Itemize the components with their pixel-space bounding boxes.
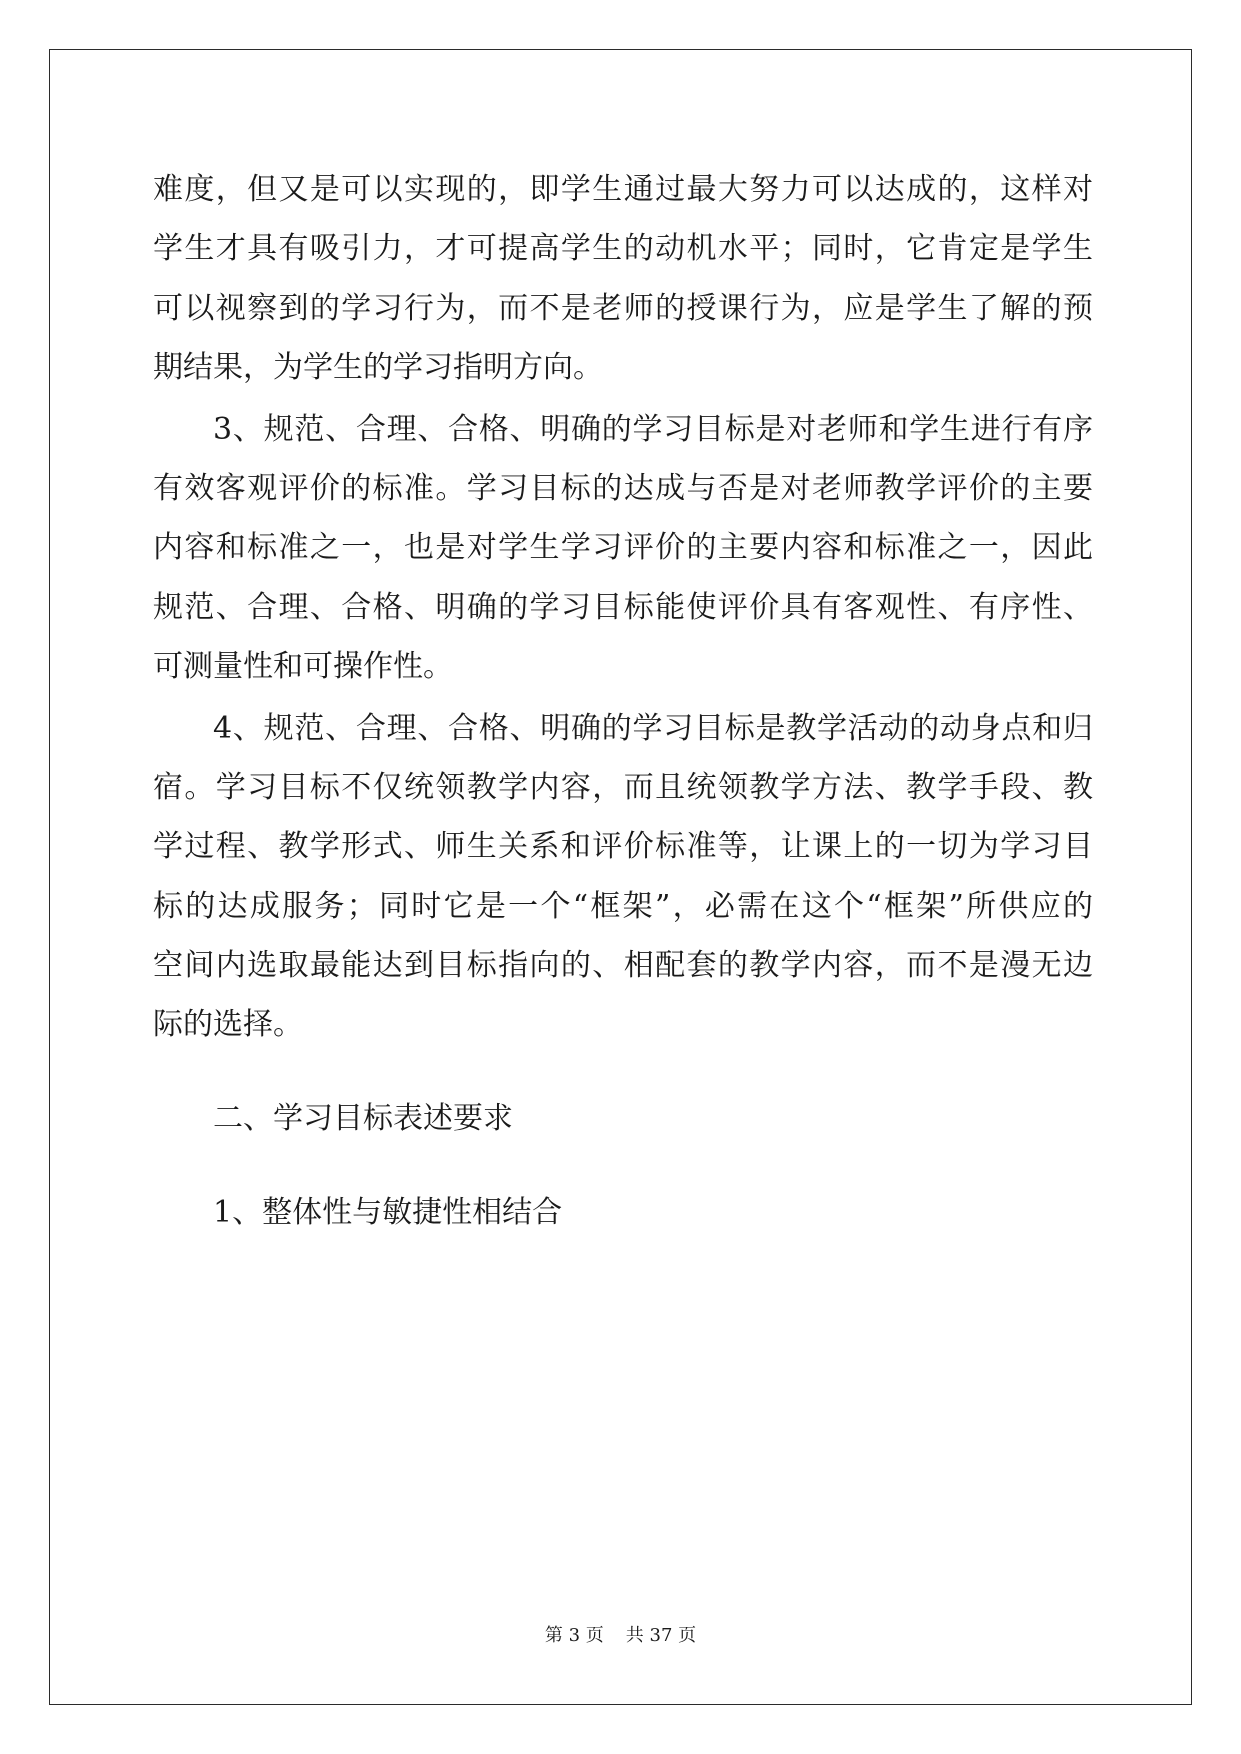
- section-heading: 二、学习目标表述要求: [213, 1100, 513, 1136]
- text-line: 标的达成服务；同时它是一个“框架”，必需在这个“框架”所供应的: [153, 888, 1093, 924]
- text-line: 期结果，为学生的学习指明方向。: [153, 349, 603, 385]
- page-number: 第 3 页: [544, 1625, 604, 1646]
- text-line: 3、规范、合理、合格、明确的学习目标是对老师和学生进行有序: [213, 411, 1093, 447]
- page-footer: [0, 1624, 1241, 1648]
- text-line: 学过程、教学形式、师生关系和评价标准等，让课上的一切为学习目: [153, 829, 1093, 865]
- page-total: 共 37 页: [625, 1625, 697, 1646]
- document-body: [153, 160, 1093, 1242]
- text-line: 有效客观评价的标准。学习目标的达成与否是对老师教学评价的主要: [153, 471, 1093, 507]
- text-line: 难度，但又是可以实现的，即学生通过最大努力可以达成的，这样对: [153, 172, 1093, 207]
- text-line: 4、规范、合理、合格、明确的学习目标是教学活动的动身点和归: [213, 710, 1093, 746]
- text-line: 空间内选取最能达到目标指向的、相配套的教学内容，而不是漫无边: [153, 948, 1093, 984]
- text-line: 可测量性和可操作性。: [153, 648, 453, 684]
- text-line: 规范、合理、合格、明确的学习目标能使评价具有客观性、有序性、: [153, 589, 1093, 625]
- sub-heading: 1、整体性与敏捷性相结合: [213, 1194, 563, 1230]
- paragraph-point-4: [153, 699, 1093, 1055]
- text-line: 宿。学习目标不仅统领教学内容，而且统领教学方法、教学手段、教: [153, 770, 1093, 806]
- text-line: 际的选择。: [153, 1007, 303, 1043]
- text-line: 学生才具有吸引力，才可提高学生的动机水平；同时，它肯定是学生: [153, 231, 1093, 267]
- paragraph-continuation: [153, 160, 1093, 397]
- text-line: 内容和标准之一，也是对学生学习评价的主要内容和标准之一，因此: [153, 530, 1093, 566]
- paragraph-point-3: [153, 400, 1093, 696]
- text-line: 可以视察到的学习行为，而不是老师的授课行为，应是学生了解的预: [153, 290, 1093, 326]
